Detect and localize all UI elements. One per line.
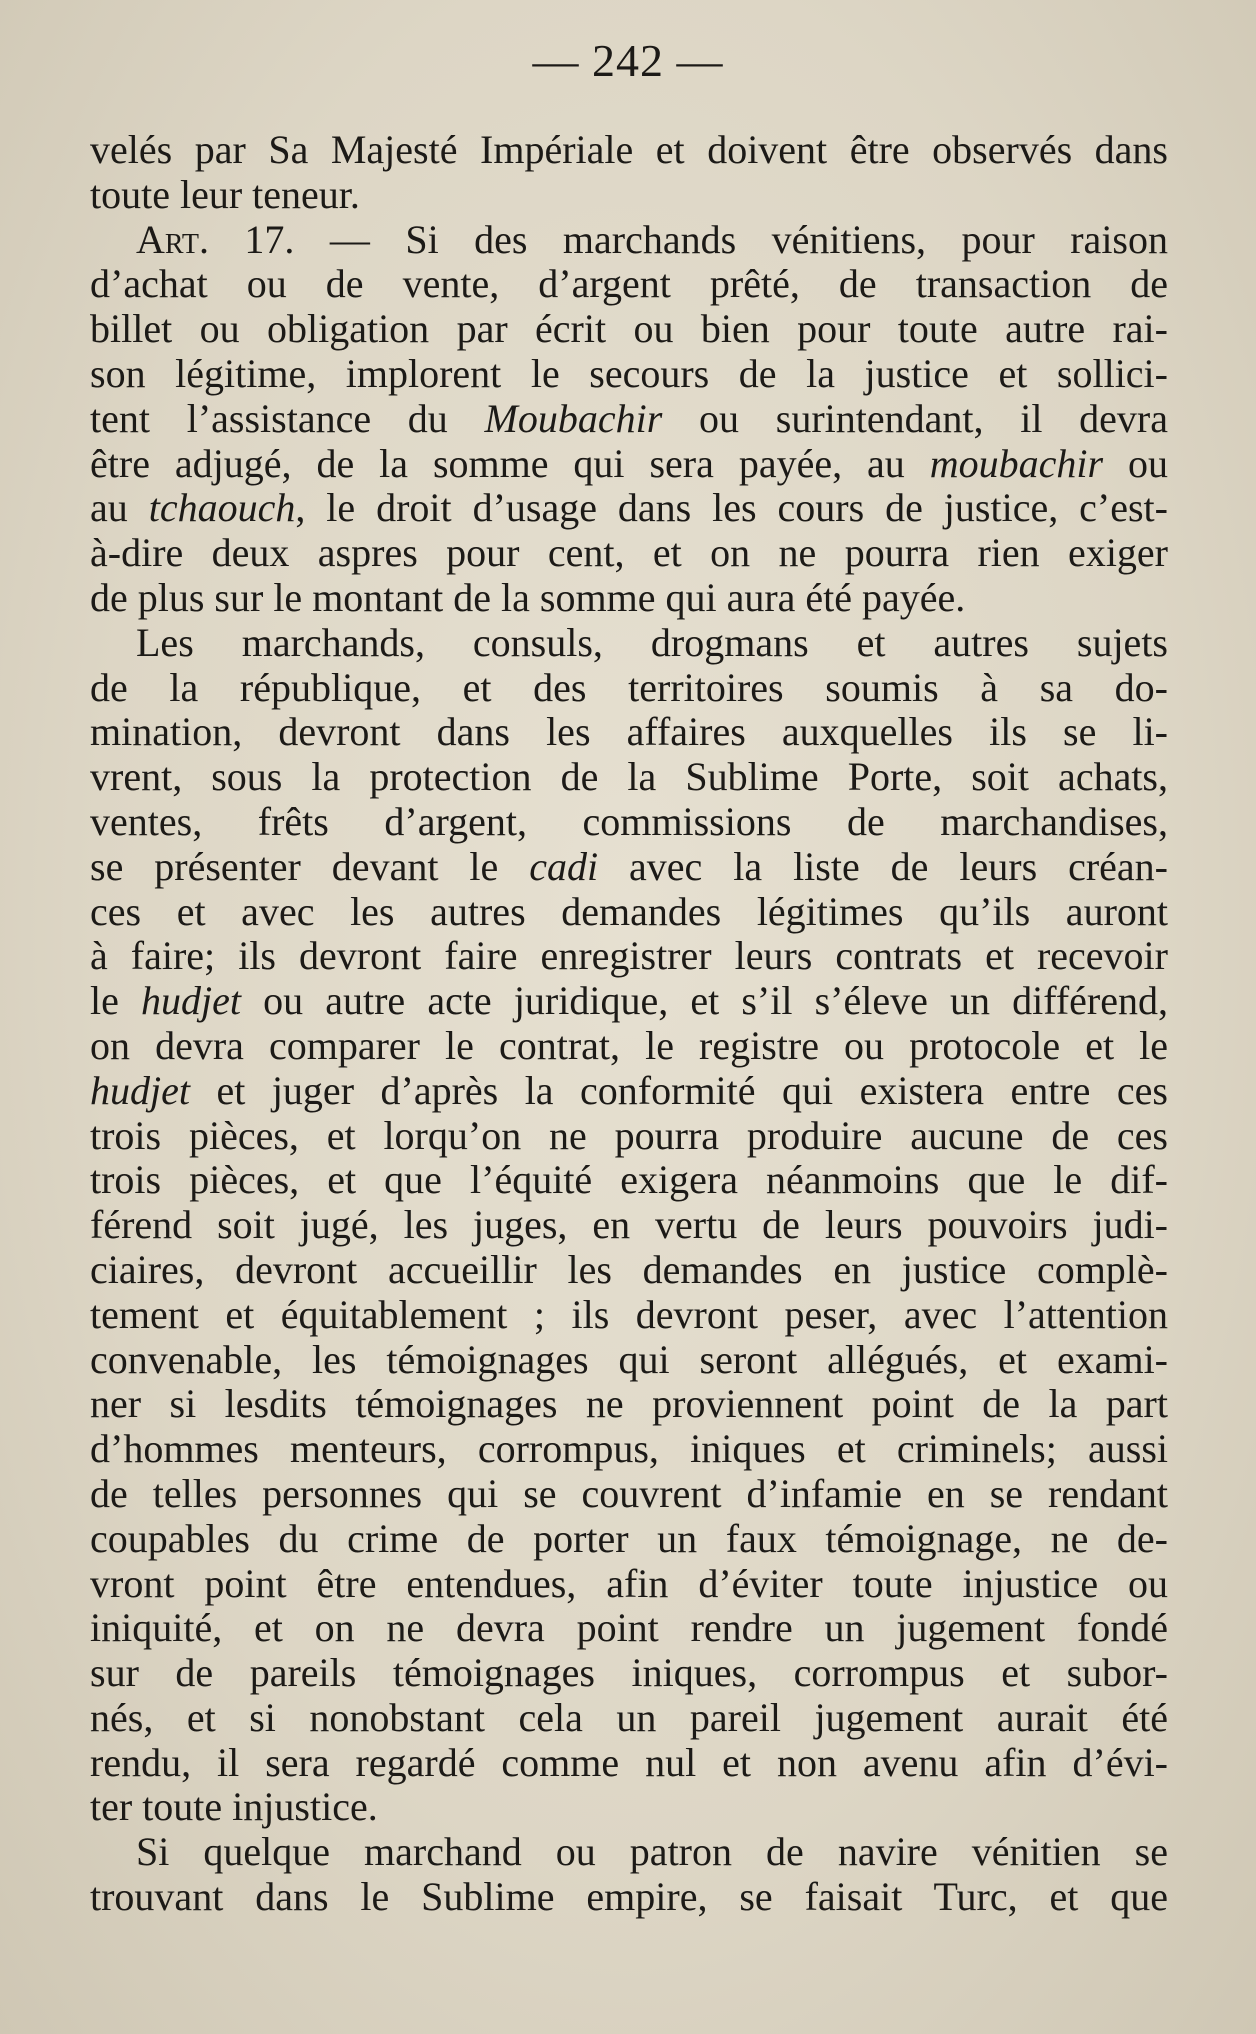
text-line <box>90 307 1168 352</box>
italic-term: moubachir <box>929 440 1104 486</box>
text-line <box>90 1382 1168 1427</box>
text-line <box>90 576 1168 621</box>
italic-term: tchaouch <box>148 485 296 531</box>
italic-term: Moubachir <box>484 395 663 441</box>
italic-term: hudjet <box>141 978 241 1024</box>
line-text: de plus sur le montant de la somme qui aura été payée. <box>90 574 966 620</box>
line-text: le <box>90 978 141 1024</box>
line-text: son légitime, implorent le secours de la justice et sollici- <box>90 350 1168 396</box>
line-text: 17. — Si des marchands vénitiens, pour raison <box>208 216 1168 262</box>
text-line <box>90 1517 1168 1562</box>
line-text: on devra comparer le contrat, le registre ou protocole et le <box>90 1022 1168 1068</box>
text-line <box>90 352 1168 397</box>
text-line <box>90 262 1168 307</box>
text-line <box>90 1472 1168 1517</box>
text-line <box>90 531 1168 576</box>
line-text: être adjugé, de la somme qui sera payée, au <box>90 440 930 486</box>
line-text: coupables du crime de porter un faux témoignage, ne de- <box>90 1515 1168 1561</box>
text-line <box>90 1114 1168 1159</box>
line-text-tail: ou surintendant, il devra <box>662 395 1169 441</box>
line-text: toute leur teneur. <box>90 171 360 217</box>
text-line <box>90 979 1168 1024</box>
text-line <box>90 1248 1168 1293</box>
line-text: nés, et si nonobstant cela un pareil jugement aurait été <box>90 1694 1168 1740</box>
text-line <box>90 218 1168 263</box>
line-text: au <box>90 485 149 531</box>
text-line <box>90 1651 1168 1696</box>
article-label: Art. <box>136 216 209 262</box>
italic-term: cadi <box>529 843 599 889</box>
line-text: férend soit jugé, les juges, en vertu de leurs pouvoirs judi- <box>90 1202 1168 1248</box>
line-text: vront point être entendues, afin d’éviter toute injustice ou <box>90 1560 1168 1606</box>
line-text: iniquité, et on ne devra point rendre un jugement fondé <box>90 1605 1168 1651</box>
text-line <box>90 1785 1168 1830</box>
line-text: trouvant dans le Sublime empire, se faisait Turc, et que <box>90 1874 1168 1920</box>
line-text: trois pièces, et que l’équité exigera néanmoins que le dif- <box>90 1157 1168 1203</box>
line-text-tail: , le droit d’usage dans les cours de justice, c’est- <box>295 485 1168 531</box>
line-text: tement et équitablement ; ils devront peser, avec l’attention <box>90 1291 1168 1337</box>
line-text: de telles personnes qui se couvrent d’infamie en se rendant <box>90 1470 1168 1516</box>
line-text: trois pièces, et lorqu’on ne pourra produire aucune de ces <box>90 1112 1168 1158</box>
line-text: tent l’assistance du <box>90 395 485 441</box>
text-line <box>90 173 1168 218</box>
text-line <box>90 1293 1168 1338</box>
text-line <box>90 1427 1168 1472</box>
text-line <box>90 800 1168 845</box>
line-text: ter toute injustice. <box>90 1784 378 1830</box>
line-text: de la république, et des territoires soumis à sa do- <box>90 664 1168 710</box>
text-line <box>90 1338 1168 1383</box>
text-line <box>90 397 1168 442</box>
line-text: à faire; ils devront faire enregistrer leurs contrats et recevoir <box>90 933 1168 979</box>
text-line <box>90 755 1168 800</box>
line-text-tail: ou <box>1103 440 1169 486</box>
line-text-tail: et juger d’après la conformité qui existera entre ces <box>189 1067 1168 1113</box>
line-text: d’hommes menteurs, corrompus, iniques et criminels; aussi <box>90 1426 1168 1472</box>
text-line <box>90 1696 1168 1741</box>
line-text: mination, devront dans les affaires auxquelles ils se li- <box>90 709 1168 755</box>
text-line <box>90 128 1168 173</box>
line-text: sur de pareils témoignages iniques, corrompus et subor- <box>90 1650 1168 1696</box>
line-text: se présenter devant le <box>90 843 530 889</box>
line-text: ventes, frêts d’argent, commissions de marchandises, <box>90 798 1168 844</box>
text-line <box>90 845 1168 890</box>
line-text: convenable, les témoignages qui seront allégués, et exami- <box>90 1336 1168 1382</box>
line-text: ces et avec les autres demandes légitimes qu’ils auront <box>90 888 1168 934</box>
text-line <box>90 621 1168 666</box>
line-text: Les marchands, consuls, drogmans et autres sujets <box>136 619 1168 665</box>
line-text: à-dire deux aspres pour cent, et on ne pourra rien exiger <box>90 530 1168 576</box>
line-text: d’achat ou de vente, d’argent prêté, de transaction de <box>90 261 1168 307</box>
text-line <box>90 1741 1168 1786</box>
line-text: ner si lesdits témoignages ne proviennent point de la part <box>90 1381 1168 1427</box>
line-text: vrent, sous la protection de la Sublime Porte, soit achats, <box>90 754 1168 800</box>
line-text: Si quelque marchand ou patron de navire vénitien se <box>136 1829 1168 1875</box>
text-line <box>90 1830 1168 1875</box>
text-line <box>90 666 1168 711</box>
text-line <box>90 1069 1168 1114</box>
text-line <box>90 934 1168 979</box>
text-line <box>90 1203 1168 1248</box>
body-text <box>90 128 1168 1920</box>
text-line <box>90 1158 1168 1203</box>
page-number: — 242 — <box>532 35 724 86</box>
text-line <box>90 442 1168 487</box>
text-line <box>90 486 1168 531</box>
line-text-tail: avec la liste de leurs créan- <box>598 843 1168 889</box>
text-line <box>90 1606 1168 1651</box>
text-line <box>90 1024 1168 1069</box>
line-text: billet ou obligation par écrit ou bien pour toute autre rai- <box>90 306 1168 352</box>
line-text-tail: ou autre acte juridique, et s’il s’éleve un différend, <box>240 978 1168 1024</box>
text-line <box>90 1875 1168 1920</box>
text-line <box>90 890 1168 935</box>
line-text: velés par Sa Majesté Impériale et doivent être observés dans <box>90 127 1168 172</box>
line-text: ciaires, devront accueillir les demandes en justice complè- <box>90 1246 1168 1292</box>
line-text: rendu, il sera regardé comme nul et non avenu afin d’évi- <box>90 1739 1168 1785</box>
italic-term: hudjet <box>90 1067 190 1113</box>
text-line <box>90 1562 1168 1607</box>
text-line <box>90 710 1168 755</box>
